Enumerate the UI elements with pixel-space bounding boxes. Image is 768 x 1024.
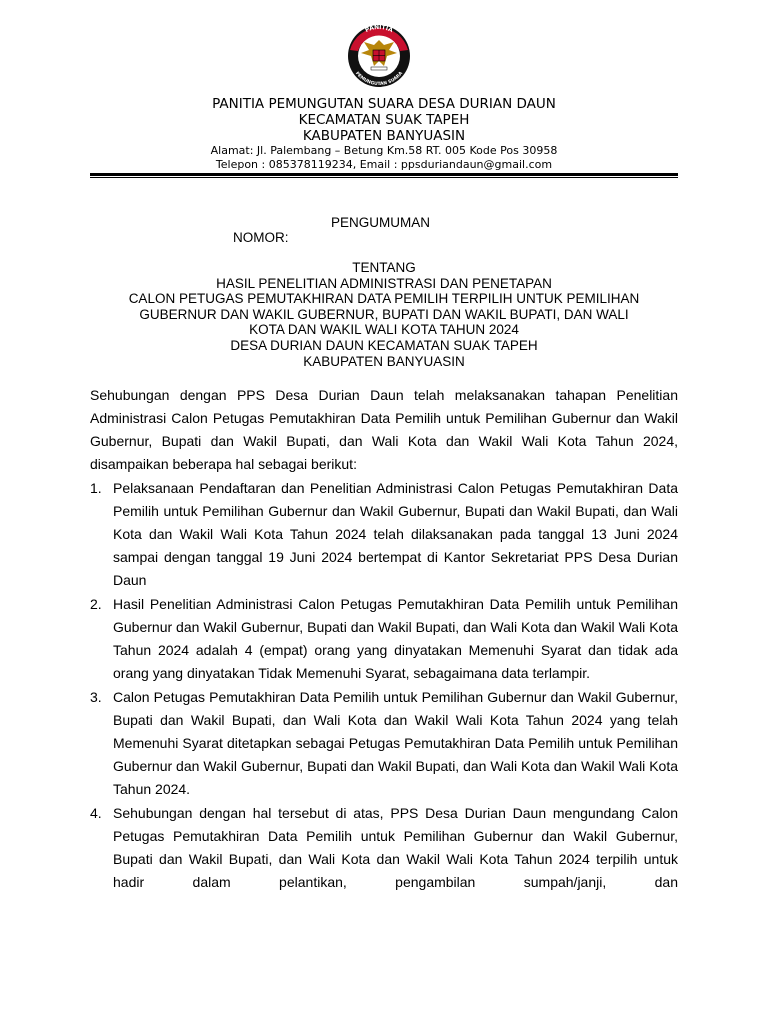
list-item [90,686,678,801]
announcement-number: NOMOR: [233,230,289,245]
title-line: KOTA DAN WAKIL WALI KOTA TAHUN 2024 [249,322,519,338]
intro-paragraph: Sehubungan dengan PPS Desa Durian Daun telah melaksanakan tahapan Penelitian Administrasi Calon Petugas Pemutakhiran Data Pemilih untuk Pemilihan Gubernur dan Wakil Gubernur, Bupati dan Wakil Bupati, dan Wali Kota dan Wakil Wali Kota Tahun 2024, disampaikan beberapa hal sebagai berikut: [90,387,678,472]
logo-bottom-text: PEMUNGUTAN SUARA [353,71,405,88]
title-line: GUBERNUR DAN WAKIL GUBERNUR, BUPATI DAN WAKIL BUPATI, DAN WALI [139,306,629,322]
list-item [90,477,678,592]
list-item-text: Calon Petugas Pemutakhiran Data Pemilih untuk Pemilihan Gubernur dan Wakil Gubernur, Bupati dan Wakil Bupati, dan Wali Kota dan Wakil Wali Kota Tahun 2024 yang telah Memenuhi Syarat ditetapkan sebagai Petugas Pemutakhiran Data Pemilih untuk Pemilihan Gubernur dan Wakil Gubernur, Bupati dan Wakil Bupati, dan Wali Kota dan Wakil Wali Kota Tahun 2024. [113,689,678,797]
list-item-text: Sehubungan dengan hal tersebut di atas, PPS Desa Durian Daun mengundang Calon Petugas Pemutakhiran Data Pemilih untuk Pemilihan Gubernur dan Wakil Gubernur, Bupati dan Wakil Bupati, dan Wali Kota dan Wakil Wali Kota Tahun 2024 terpilih untuk hadir dalam pelantikan, pengambilan sumpah/janji, dan [113,805,678,890]
letterhead-line-1: PANITIA PEMUNGUTAN SUARA DESA DURIAN DAUN [212,96,556,112]
title-line: HASIL PENELITIAN ADMINISTRASI DAN PENETAPAN [216,275,552,291]
announcement-body [90,384,678,894]
announcement-about: TENTANG [352,260,416,275]
letterhead-divider-thin [90,177,678,178]
kpu-logo [340,20,418,88]
title-line: CALON PETUGAS PEMUTAKHIRAN DATA PEMILIH TERPILIH UNTUK PEMILIHAN [128,291,640,307]
letterhead-line-2: KECAMATAN SUAK TAPEH [298,112,470,128]
letterhead-line-3: KABUPATEN BANYUASIN [302,128,466,144]
letterhead [90,96,678,172]
letterhead-address: Alamat: Jl. Palembang – Betung Km.58 RT. 005 Kode Pos 30958 [210,144,558,157]
list-item-number: 2. [90,596,102,612]
list-item-number: 3. [90,689,102,705]
title-line: KABUPATEN BANYUASIN [303,353,465,369]
letterhead-contact: Telepon : 085378119234, Email : ppsduriandaun@gmail.com [215,158,553,171]
letterhead-divider [90,173,678,176]
logo-top-text: PANITIA [364,23,394,35]
numbered-list [90,477,678,894]
announcement-title [60,260,708,369]
list-item [90,593,678,685]
announcement-label: PENGUMUMAN [331,215,431,230]
list-item [90,802,678,894]
list-item-text: Hasil Penelitian Administrasi Calon Petugas Pemutakhiran Data Pemilih untuk Pemilihan Gubernur dan Wakil Gubernur, Bupati dan Wakil Bupati, dan Wali Kota dan Wakil Wali Kota Tahun 2024 adalah 4 (empat) orang yang dinyatakan Memenuhi Syarat dan tidak ada orang yang dinyatakan Tidak Memenuhi Syarat, sebagaimana data terlampir. [113,596,678,681]
list-item-number: 1. [90,480,102,496]
list-item-number: 4. [90,805,102,821]
list-item-text: Pelaksanaan Pendaftaran dan Penelitian Administrasi Calon Petugas Pemutakhiran Data Pemilih untuk Pemilihan Gubernur dan Wakil Gubernur, Bupati dan Wakil Bupati, dan Wali Kota dan Wakil Wali Kota Tahun 2024 telah dilaksanakan pada tanggal 13 Juni 2024 sampai dengan tanggal 19 Juni 2024 bertempat di Kantor Sekretariat PPS Desa Durian Daun [113,480,678,588]
title-line: DESA DURIAN DAUN KECAMATAN SUAK TAPEH [230,337,538,353]
